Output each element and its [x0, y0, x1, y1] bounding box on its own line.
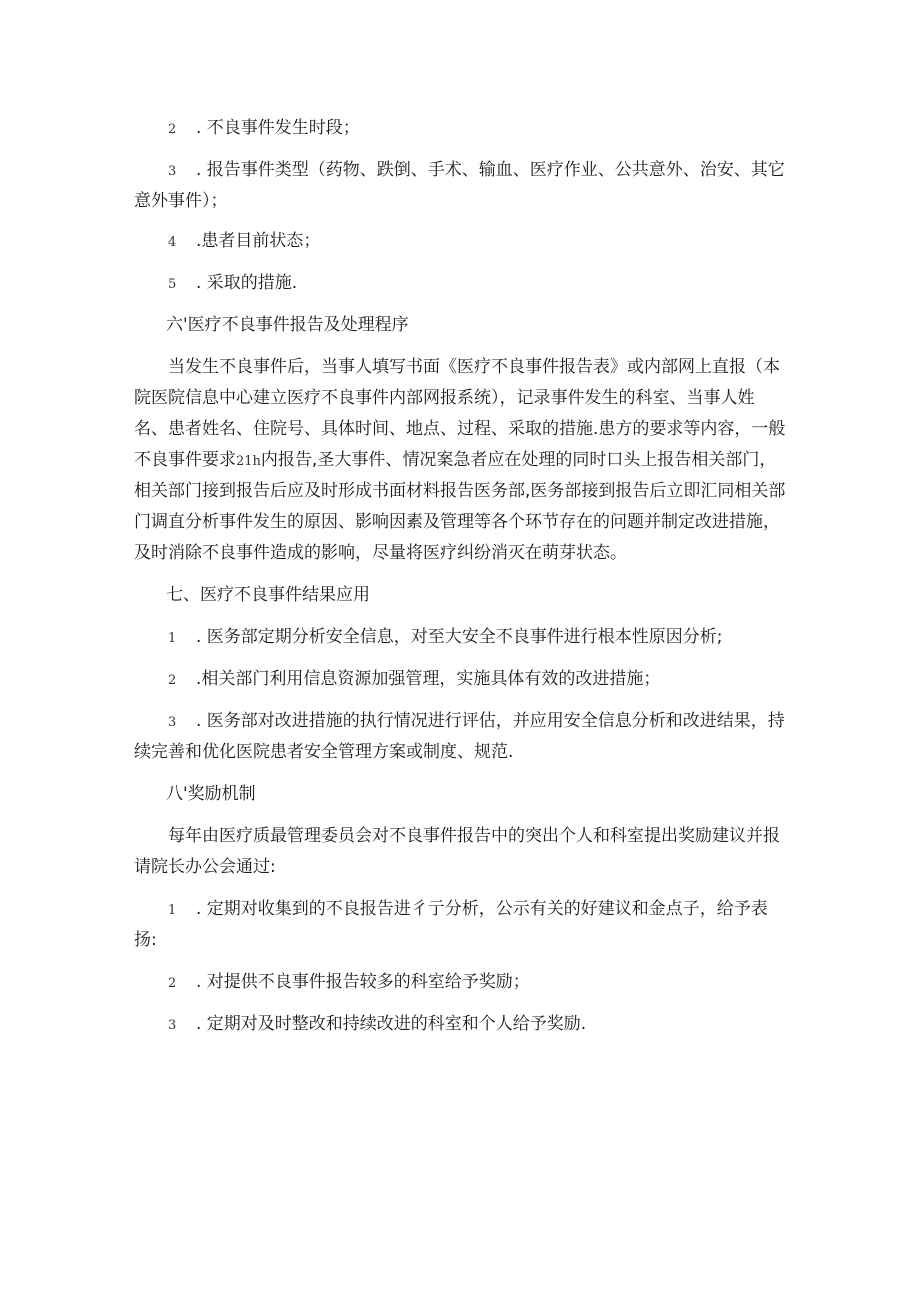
time-value: 21h	[236, 454, 261, 469]
section-heading: 八'奖励机制	[166, 784, 256, 804]
list-number: 3	[168, 715, 177, 730]
paragraph-line: 相关部门接到报告后应及时形成书面材料报告医务部,医务部接到报告后立即汇同相关部	[134, 481, 786, 501]
list-number: 2	[168, 976, 177, 991]
section-heading: 六'医疗不良事件报告及处理程序	[166, 315, 409, 335]
list-number: 1	[168, 903, 177, 918]
list-item	[168, 159, 785, 183]
list-text: . 定期对及时整改和持续改进的科室和个人给予奖励.	[196, 1014, 587, 1034]
paragraph-line: 请院长办公会通过:	[134, 857, 276, 877]
list-number: 3	[168, 1018, 177, 1033]
list-item	[168, 117, 360, 141]
list-text: . 报告事件类型（药物、跌倒、手术、输血、医疗作业、公共意外、治安、其它	[196, 160, 785, 180]
list-text: . 医务部对改进措施的执行情况进行评估，并应用安全信息分析和改进结果，持	[196, 711, 785, 731]
list-item	[168, 898, 768, 922]
list-text: . 采取的措施.	[196, 273, 298, 293]
list-item	[168, 971, 530, 995]
section-heading: 七、医疗不良事件结果应用	[166, 585, 370, 605]
list-text: . 不良事件发生时段；	[196, 118, 360, 138]
list-number: 1	[168, 631, 177, 646]
list-item	[168, 1013, 586, 1037]
list-text: . 对提供不良事件报告较多的科室给予奖励；	[196, 972, 530, 992]
list-item	[168, 710, 785, 734]
paragraph-line: 每年由医疗质最管理委员会对不良事件报告中的突出个人和科室提出奖励建议并报	[168, 826, 780, 846]
list-text: . 定期对收集到的不良报告进彳亍分析，公示有关的好建议和金点子，给予表	[196, 899, 768, 919]
list-text: .患者目前状态；	[196, 231, 321, 251]
paragraph-line: 当发生不良事件后，当事人填写书面《医疗不良事件报告表》或内部网上直报（本	[168, 357, 780, 377]
list-number: 2	[168, 673, 177, 688]
paragraph-line: 及时消除不良事件造成的影响，尽量将医疗纠纷消灭在萌芽状态。	[134, 543, 627, 563]
paragraph-line: 院医院信息中心建立医疗不良事件内部网报系统），记录事件发生的科室、当事人姓	[134, 388, 755, 408]
list-item	[168, 230, 320, 254]
list-item-continuation: 续完善和优化医院患者安全管理方案或制度、规范.	[134, 742, 514, 762]
list-number: 3	[168, 164, 177, 179]
paragraph-line: 名、患者姓名、住院号、具体时间、地点、过程、采取的措施.患方的要求等内容，一般	[134, 419, 786, 439]
list-number: 4	[168, 235, 177, 250]
list-number: 2	[168, 122, 177, 137]
paragraph-fragment: 不良事件要求	[134, 450, 236, 470]
list-item	[168, 272, 297, 296]
list-item	[168, 626, 723, 650]
list-item-continuation: 意外事件）；	[134, 191, 228, 211]
list-item-continuation: 扬:	[134, 930, 157, 950]
list-text: . 医务部定期分析安全信息，对至大安全不良事件进行根本性原因分析;	[196, 627, 723, 647]
list-text: .相关部门利用信息资源加强管理，实施具体有效的改进措施；	[196, 669, 661, 689]
paragraph-line: 门调直分析事件发生的原因、影响因素及管理等各个环节存在的问题并制定改进措施，	[134, 512, 780, 532]
paragraph-line	[134, 449, 776, 473]
list-number: 5	[168, 277, 177, 292]
list-item	[168, 668, 660, 692]
paragraph-fragment: 内报告,圣大事件、情况案急者应在处理的同时口头上报告相关部门，	[260, 450, 777, 470]
